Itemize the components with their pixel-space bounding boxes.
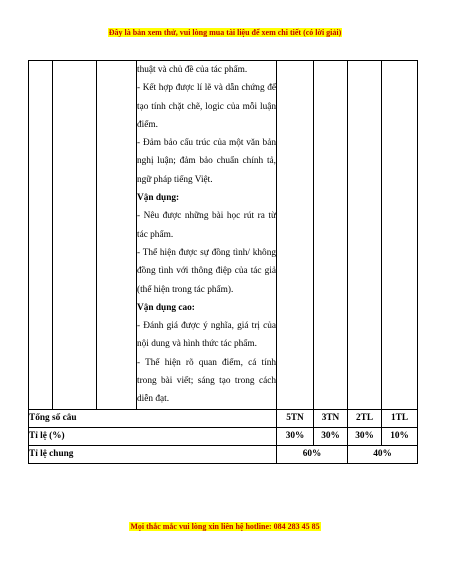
- description-line: - Đánh giá được ý nghĩa, giá trị của nội dung và hình thức tác phẩm.: [137, 321, 276, 350]
- cell-thong-hieu: [314, 61, 348, 410]
- cell-skill: [53, 61, 97, 410]
- description-line: - Thể hiện được sự đồng tình/ không đồng tình với thông điệp của tác giả (thể hiện trong tác phẩm).: [137, 247, 276, 295]
- ratio-value: 30%: [277, 427, 314, 445]
- assessment-matrix-table: [28, 60, 418, 464]
- description-line: - Nêu được những bài học rút ra từ tác phẩm.: [137, 211, 276, 240]
- common-ratio-value: 60%: [277, 445, 348, 463]
- preview-notice-banner: [0, 28, 450, 37]
- level-heading-van-dung: Vận dụng:: [137, 193, 180, 204]
- ratio-value: 30%: [348, 427, 382, 445]
- table-row-ratio: [29, 427, 418, 445]
- total-value: 2TL: [348, 409, 382, 427]
- total-value: 5TN: [277, 409, 314, 427]
- table-row-total-questions: [29, 409, 418, 427]
- preview-notice-text: Đây là bản xem thử, vui lòng mua tài liệu để xem chi tiết (có lời giải): [108, 28, 342, 37]
- level-heading-van-dung-cao: Vận dụng cao:: [137, 302, 195, 313]
- common-ratio-label: Tỉ lệ chung: [29, 445, 277, 463]
- table-row-common-ratio: [29, 445, 418, 463]
- total-value: 3TN: [314, 409, 348, 427]
- description-line: - Kết hợp được lí lẽ và dẫn chứng để tạo tính chặt chẽ, logic của mỗi luận điểm.: [137, 83, 276, 130]
- cell-nhan-biet: [277, 61, 314, 410]
- hotline-banner: [0, 522, 450, 531]
- total-questions-label: Tổng số câu: [29, 409, 277, 427]
- cell-stt: [29, 61, 53, 410]
- ratio-value: 30%: [314, 427, 348, 445]
- cell-van-dung: [348, 61, 382, 410]
- common-ratio-value: 40%: [348, 445, 418, 463]
- description-line: - Đảm bảo cấu trúc của một văn bản nghị luận; đảm bảo chuẩn chính tả, ngữ pháp tiếng Việt.: [137, 138, 276, 185]
- cell-van-dung-cao: [382, 61, 418, 410]
- requirements-description-cell: [137, 61, 277, 410]
- description-line: thuật và chủ đề của tác phẩm.: [137, 65, 248, 75]
- ratio-value: 10%: [382, 427, 418, 445]
- hotline-text: Mọi thắc mắc vui lòng xin liên hệ hotline: 084 283 45 85: [130, 522, 320, 531]
- table-row-description: [29, 61, 418, 410]
- ratio-label: Tỉ lệ (%): [29, 427, 277, 445]
- cell-unit: [97, 61, 137, 410]
- total-value: 1TL: [382, 409, 418, 427]
- description-line: - Thể hiện rõ quan điểm, cá tính trong bài viết; sáng tạo trong cách diễn đạt.: [137, 357, 276, 405]
